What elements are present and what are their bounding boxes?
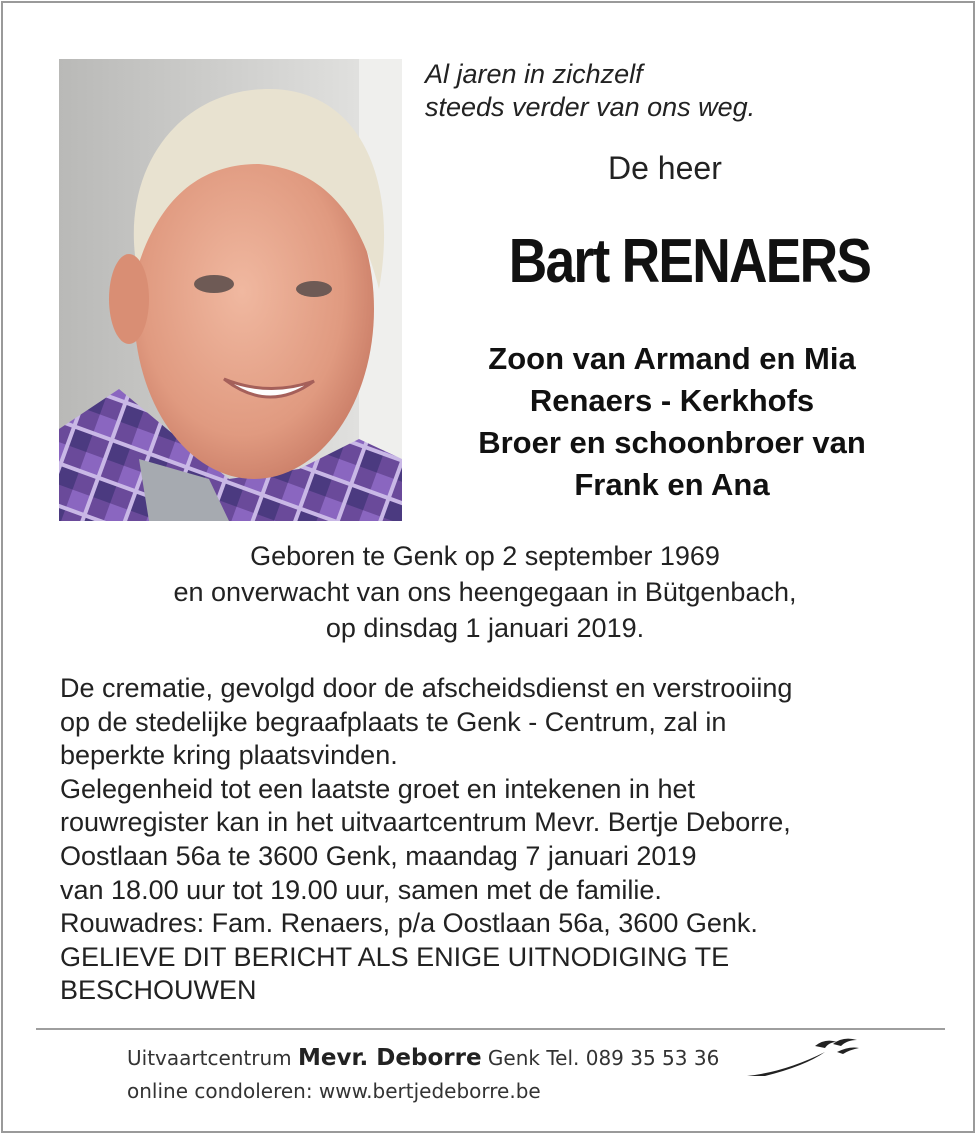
salutation: De heer [608, 150, 722, 186]
deceased-name: Bart RENAERS [508, 227, 871, 296]
funeral-home-prefix: Uitvaartcentrum [127, 1046, 292, 1070]
relation-line: Broer en schoonbroer van [478, 425, 866, 460]
quote-line-1: Al jaren in zichzelf [425, 59, 643, 89]
portrait-photo [59, 59, 402, 521]
relation-line: Frank en Ana [574, 467, 770, 502]
birth-death-info [60, 538, 910, 646]
ceremony-details [60, 672, 930, 1008]
body-line: BESCHOUWEN [60, 975, 257, 1006]
birth-death-line: Geboren te Genk op 2 september 1969 [250, 541, 720, 571]
birth-death-line: en onverwacht van ons heengegaan in Bütgenbach, [173, 577, 797, 607]
quote-line-2: steeds verder van ons weg. [425, 92, 756, 122]
family-relations [430, 338, 914, 506]
online-condolence-link[interactable]: online condoleren: www.bertjedeborre.be [127, 1079, 541, 1103]
funeral-home-line [127, 1045, 719, 1071]
body-line: Oostlaan 56a te 3600 Genk, maandag 7 januari 2019 [60, 840, 697, 871]
body-line: GELIEVE DIT BERICHT ALS ENIGE UITNODIGING TE [60, 941, 730, 972]
body-line: beperkte kring plaatsvinden. [60, 740, 398, 771]
body-line: Gelegenheid tot een laatste groet en intekenen in het [60, 773, 695, 804]
funeral-home-phone: Tel. 089 35 53 36 [546, 1046, 720, 1070]
funeral-home-brand: Mevr. Deborre [298, 1045, 482, 1071]
body-line: op de stedelijke begraafplaats te Genk - Centrum, zal in [60, 706, 727, 737]
relation-line: Zoon van Armand en Mia [488, 341, 856, 376]
birds-logo-icon [745, 1034, 865, 1089]
body-line: De crematie, gevolgd door de afscheidsdienst en verstrooiing [60, 673, 793, 703]
footer-divider [36, 1028, 945, 1030]
funeral-home-city: Genk [487, 1046, 540, 1070]
body-line: van 18.00 uur tot 19.00 uur, samen met de familie. [60, 874, 662, 905]
relation-line: Renaers - Kerkhofs [529, 383, 815, 418]
birth-death-line: op dinsdag 1 januari 2019. [325, 613, 645, 643]
body-line: rouwregister kan in het uitvaartcentrum Mevr. Bertje Deborre, [60, 807, 791, 838]
body-line: Rouwadres: Fam. Renaers, p/a Oostlaan 56a, 3600 Genk. [60, 908, 758, 939]
memorial-quote [425, 58, 755, 124]
